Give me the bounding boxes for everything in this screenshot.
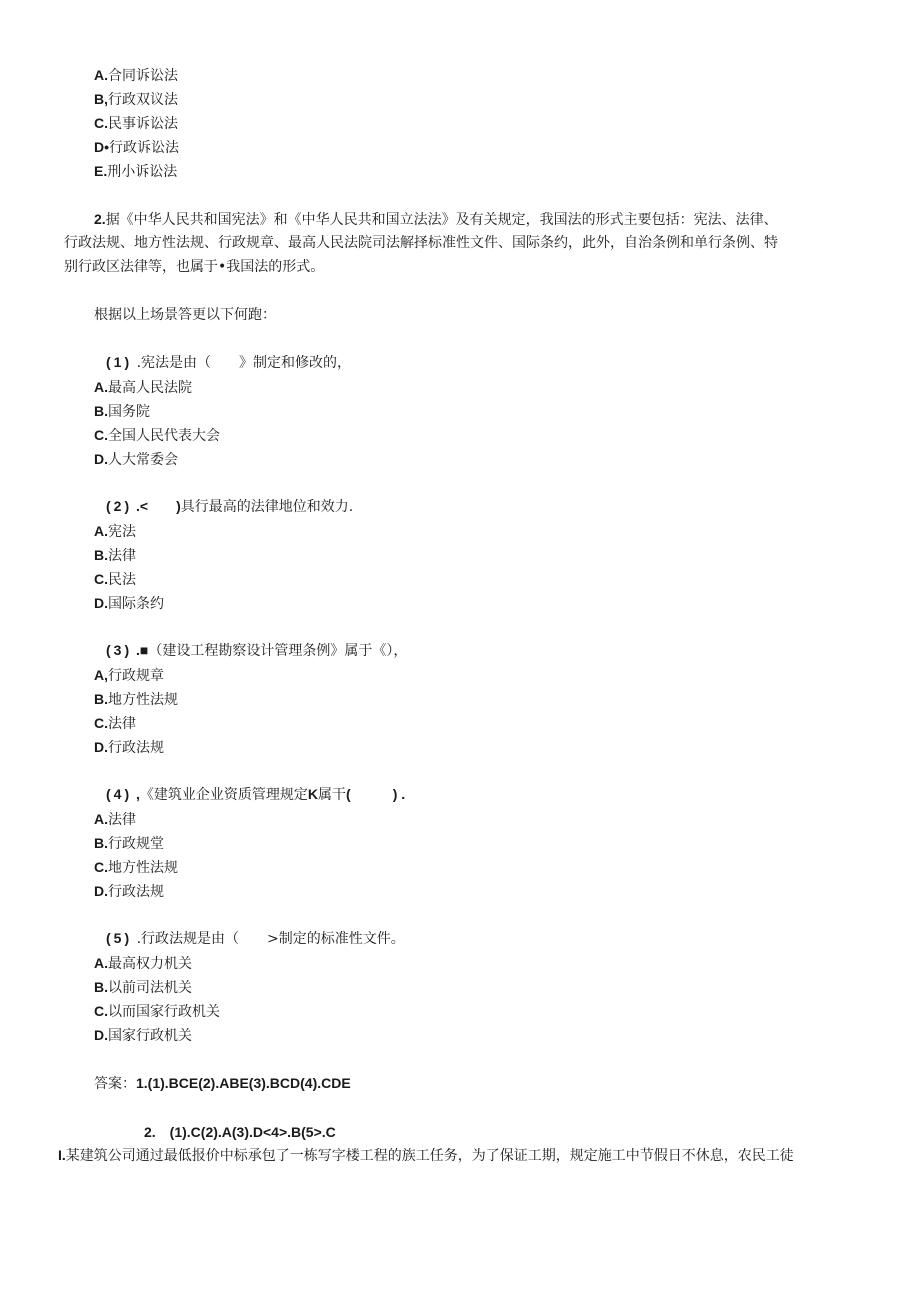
option-text: 法律 [108,716,136,732]
subquestion-2-option-0 [94,521,136,542]
subquestion-1-option-2 [94,425,220,446]
subquestion-1 [106,352,351,373]
option-letter: A. [94,523,108,539]
q1-option-2 [94,113,178,134]
answer-line-2 [144,1122,336,1143]
option-letter: B. [94,403,108,419]
subquestion-text: ( ) . [346,786,406,802]
answer-line-1 [94,1073,351,1094]
subquestion-text: .< ) [132,498,181,514]
subquestion-4 [106,784,405,805]
option-letter: D. [94,595,108,611]
subquestion-2 [106,496,353,517]
q2-number: 2. [94,211,106,227]
subquestion-3 [106,640,407,661]
q2-stem-line-1 [94,209,778,230]
option-text: 人大常委会 [108,452,178,468]
option-text: 国务院 [108,404,150,420]
q1-option-0 [94,65,178,86]
option-letter: C. [94,1003,108,1019]
option-letter: B, [94,91,108,107]
subquestion-text: 属干 [318,787,347,803]
subquestion-2-option-3 [94,593,164,614]
subquestion-number: (4) [106,786,133,802]
option-text: 全国人民代表大会 [108,428,220,444]
q1-option-4 [94,161,177,182]
option-text: 合同诉讼法 [108,68,178,84]
answer-label: 答案： [94,1076,136,1092]
subquestion-number: (3) [106,642,133,658]
option-letter: D. [94,451,108,467]
subquestion-1-option-0 [94,377,192,398]
subquestion-text: 具行最高的法律地位和效力. [180,499,354,515]
q1-option-3 [94,137,179,158]
subquestion-text: .行政法规是由（ >制定的标准性文件。 [132,931,405,947]
next-question [58,1145,794,1166]
option-letter: A. [94,379,108,395]
option-text: 法律 [108,812,136,828]
q2-text: 据《中华人民共和国宪法》和《中华人民共和国立法法》及有关规定，我国法的形式主要包括：宪法、法律、 [105,212,778,228]
subquestion-text: .■ [132,642,149,658]
option-letter: C. [94,427,108,443]
option-letter: C. [94,715,108,731]
q1-option-1 [94,89,178,110]
subquestion-3-option-2 [94,713,136,734]
q2-text: 别行政区法律等，也属于•我国法的形式。 [64,259,325,275]
option-text: 以前司法机关 [108,980,192,996]
option-letter: D. [94,883,108,899]
subquestion-4-option-0 [94,809,136,830]
scenario-prompt [94,305,276,325]
subquestion-5 [106,928,405,949]
option-text: 最高人民法院 [108,380,192,396]
option-text: 行政规章 [108,668,164,684]
option-text: 民事诉讼法 [108,116,178,132]
subquestion-5-option-1 [94,977,192,998]
subquestion-text: K [307,786,319,802]
q2-stem-line-3 [64,257,324,277]
subquestion-4-option-1 [94,833,164,854]
option-text: 以而国家行政机关 [108,1004,220,1020]
option-text: 宪法 [108,524,136,540]
option-text: 行政规堂 [108,836,164,852]
subquestion-3-option-1 [94,689,178,710]
subquestion-number: (1) [106,354,133,370]
subquestion-number: (5) [106,930,133,946]
option-text: 最高权力机关 [108,956,192,972]
subquestion-text: （建设工程勘察设计管理条例》属于《）， [148,643,408,659]
q2-text: 行政法规、地方性法规、行政规章、最高人民法院司法解择标准性文件、国际条约，此外，自治条例和单行条例、特 [64,235,778,251]
subquestion-5-option-0 [94,953,192,974]
subquestion-5-option-3 [94,1025,192,1046]
option-letter: A. [94,955,108,971]
option-letter: D• [94,139,110,155]
option-text: 地方性法规 [108,860,178,876]
option-letter: B. [94,979,108,995]
option-text: 国家行政机关 [108,1028,192,1044]
option-letter: E. [94,163,108,179]
next-question-number: I. [58,1147,66,1163]
option-text: 行政诉讼法 [109,140,180,156]
option-letter: B. [94,691,108,707]
answer-values-1: 1.(1).BCE(2).ABE(3).BCD(4).CDE [136,1075,351,1091]
subquestion-1-option-3 [94,449,178,470]
subquestion-1-option-1 [94,401,150,422]
subquestion-text: 《建筑业企业资质管理规定 [139,787,308,803]
subquestion-4-option-3 [94,881,164,902]
option-letter: A. [94,67,108,83]
option-text: 地方性法规 [108,692,178,708]
option-text: 法律 [108,548,136,564]
option-letter: A, [94,667,108,683]
scenario-prompt-text: 根据以上场景答更以下何跑： [94,307,276,323]
subquestion-number: (2) [106,498,133,514]
answer-values-2: 2. (1).C(2).A(3).D<4>.B(5>.C [144,1124,336,1140]
option-letter: C. [94,571,108,587]
q2-stem-line-2 [64,233,778,253]
option-letter: B. [94,835,108,851]
option-text: 民法 [108,572,136,588]
option-letter: A. [94,811,108,827]
subquestion-text: , [132,786,140,802]
subquestion-3-option-3 [94,737,164,758]
next-question-text: 某建筑公司通过最低报价中标承包了一栋写字楼工程的族工任务，为了保证工期，规定施工中节假日不休息，农民工徒 [65,1148,794,1164]
subquestion-5-option-2 [94,1001,220,1022]
option-text: 行政法规 [108,740,164,756]
option-letter: C. [94,859,108,875]
subquestion-2-option-1 [94,545,136,566]
option-text: 行政法规 [108,884,164,900]
option-letter: C. [94,115,108,131]
subquestion-text: .宪法是由（ 》制定和修改的， [132,355,352,371]
option-text: 刑小诉讼法 [107,164,178,180]
subquestion-4-option-2 [94,857,178,878]
option-text: 国际条约 [108,596,164,612]
option-letter: B. [94,547,108,563]
option-text: 行政双议法 [108,92,178,108]
option-letter: D. [94,1027,108,1043]
option-letter: D. [94,739,108,755]
subquestion-3-option-0 [94,665,164,686]
subquestion-2-option-2 [94,569,136,590]
